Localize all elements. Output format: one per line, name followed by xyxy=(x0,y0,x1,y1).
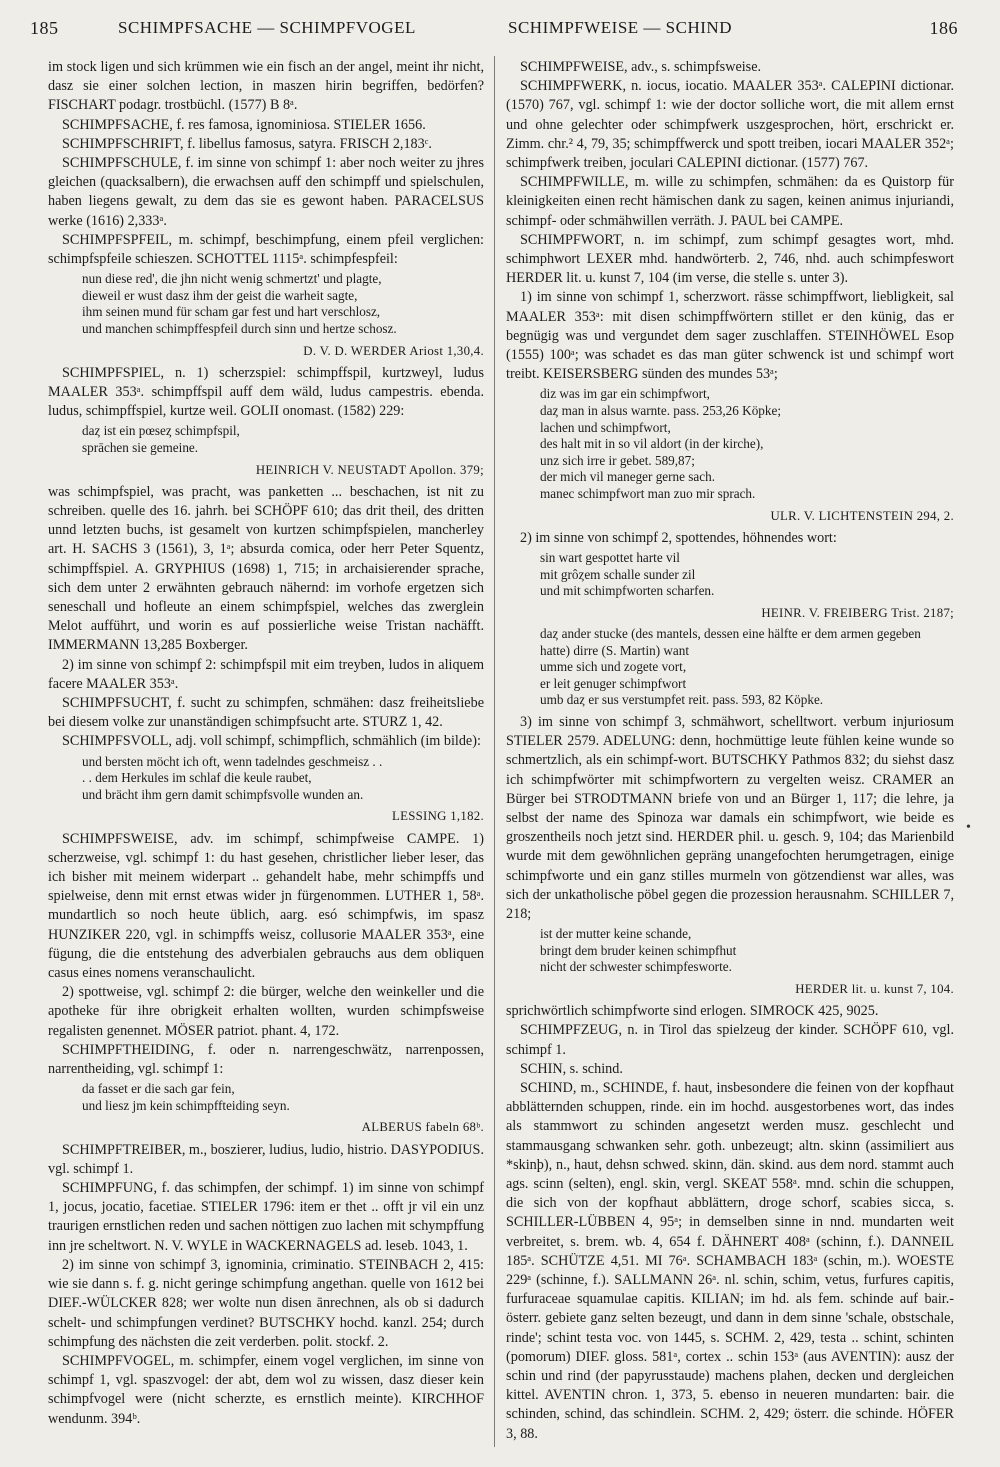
entry-paragraph: SCHIMPFWEISE, adv., s. schimpfsweise. xyxy=(520,59,762,75)
quotation-source: HEINR. V. FREIBERG Trist. 2187; xyxy=(761,605,954,620)
entry-paragraph: 2) im sinne von schimpf 3, ignominia, criminatio. STEINBACH 2, 415: wie sie dann s. f. g. nicht geringe schimpfung angethan. quelle von 1612 bei DIEF.-WÜLCKER 828; wer wolte nun disen ānrechnen, als ob si dadurch schelt- und schimpfungen verdinet? BUTSCHKY hochd. kanzl. 254; durch schimpfung des nächsten die zeit verderben. polit. stockf. 2. xyxy=(48,1256,484,1350)
entry-paragraph: 3) im sinne von schimpf 3, schmähwort, schelltwort. verbum injuriosum STIELER 2579. ADELUNG: denn, hochmüttige leute fühlen keine wunde so schmertzlich, als ein schimpf-wort. BUTSCHKY Pathmos 832; du siehst dasz ich schimpfwörter mit schimpfwortern zu vergelten weisz. CRAMER an Bürger bei STRODTMANN briefe von und an Bürger 1, 117; die lehre, ja selbst der name des Spinoza war damals ein schimpfwort, wie beide es groszentheils noch jetzt sind. HERDER phil. u. gesch. 9, 104; das Marienbild wurde mit dem gewöhnlichen gepräng unangefochten herumgetragen, einige schimpfworte und ein ganz stilles murmeln von götzendienst war alles, was sich der unkatholische pöbel gegen die prozession herausnahm. SCHILLER 7, 218; xyxy=(506,713,954,922)
entry-paragraph: SCHIMPFWILLE, m. wille zu schimpfen, schmähen: da es Quistorp für kleinigkeiten einen recht hämischen dank zu sagen, keinen animus injuriandi, schimpf- oder schmähwillen verräth. J. PAUL bei CAMPE. xyxy=(506,174,954,229)
verse-quotation: und bersten möcht ich oft, wenn tadelndes geschmeisz . . . . dem Herkules im schlaf die keule raubet, und brächt ihm gern damit schimpfsvolle wunden an. xyxy=(82,753,383,802)
entry-paragraph: SCHIMPFSPFEIL, m. schimpf, beschimpfung, einem pfeil verglichen: schimpfspfeile schieszen. SCHOTTEL 1115ᵃ. schimpfespfeil: xyxy=(48,231,484,268)
entry-paragraph: SCHIMPFSPIEL, n. 1) scherzspiel: schimpffspil, kurtzweyl, ludus MAALER 353ᵃ. schimpffspil auff dem wäld, ludus campestris. ebenda. ludus, schimpffspiel, kurtze weil. GOLII onomast. (1582) 229: xyxy=(48,364,484,420)
entry-paragraph: SCHIMPFSWEISE, adv. im schimpf, schimpfweise CAMPE. 1) scherzweise, vgl. schimpf 1: du hast gesehen, christlicher lieber leser, das ich bisher mit meinem widerpart .. gehandelt habe, mehr schimpffs und spielweise, denn mit ernst etwas wider jn fürgenommen. LUTHER 1, 58ᵃ. mundartlich so noch heute üblich, aarg. esó schimpfwis, im spasz HUNZIKER 220, vgl. in schimpffs weisz, collusorie MAALER 353ᵃ, eine fügung, die die entstehung des adverbialen gebrauchs aus dem obliquen casus eines nomens veranschaulicht. xyxy=(48,830,484,982)
quotation-source: LESSING 1,182. xyxy=(391,809,484,824)
verse-quotation: daȥ ander stucke (des mantels, dessen eine hälfte er dem armen gegeben hatte) dirre (S. Martin) want umme sich und zogete vort, er leit genuger schimpfwort umb daȥ er sus verstumpfet reit. pass. 593, 82 Köpke. xyxy=(540,626,921,708)
entry-paragraph: 2) im sinne von schimpf 2: schimpfspil mit eim treyben, ludos in aliquem facere MAALER 353ᵃ. xyxy=(48,656,484,692)
entry-paragraph: 2) spottweise, vgl. schimpf 2: die bürger, welche den weinkeller und die apotheke für ihre obrigkeit erhalten wollten, wurden schimpfsweise regalisten genennet. MÖSER patriot. phant. 4, 172. xyxy=(48,984,484,1039)
quotation-source: HEINRICH V. NEUSTADT Apollon. 379; xyxy=(255,462,484,477)
entry-paragraph: SCHIMPFSCHRIFT, f. libellus famosus, satyra. FRISCH 2,183ᶜ. xyxy=(62,135,432,152)
quotation-source: HERDER lit. u. kunst 7, 104. xyxy=(795,981,954,996)
entry-paragraph: im stock ligen und sich krümmen wie ein fisch an der angel, meint ihr nicht, dasz sie einer solchen lection, in maszen hirin begriffen, bedörfen? FISCHART podagr. trostbüchl. (1577) B 8ᵃ. xyxy=(48,59,484,114)
entry-paragraph: SCHIMPFUNG, f. das schimpfen, der schimpf. 1) im sinne von schimpf 1, jocus, jocatio, facetiae. STIELER 1796: item er thet .. offt jr vil ein unz traurigen ernstlichen reden und sachen nöttigen zuo lachen mit schympffung inn jre scheltwort. N. V. WYLE in WACKERNAGELS ad. leseb. 1043, 1. xyxy=(48,1180,484,1254)
right-running-title: SCHIMPFWEISE — SCHIND xyxy=(508,18,732,37)
quotation-source: ULR. V. LICHTENSTEIN 294, 2. xyxy=(770,508,954,523)
entry-paragraph: SCHIMPFWERK, n. iocus, iocatio. MAALER 353ᵃ. CALEPINI dictionar. (1570) 767, vgl. schimpf 1: wie der doctor solliche wort, die mit allem ernst und ohne gelechter oder schimpfwerk uszgesprochen, hört, erschrickt er. Zimm. chr.² 4, 79, 35; schimpffwerck und spott treiben, iocari MAALER 352ᵃ; schimpfwerk treiben, joculari CALEPINI dictionar. (1577) 767. xyxy=(506,78,954,172)
verse-quotation: da fasset er die sach gar fein, und liesz jm kein schimpffteiding seyn. xyxy=(82,1081,290,1113)
right-text-column xyxy=(506,58,954,1447)
verse-quotation: ist der mutter keine schande, bringt dem bruder keinen schimpfhut nicht der schwester schimpfesworte. xyxy=(540,926,737,975)
entry-paragraph: 1) im sinne von schimpf 1, scherzwort. rässe schimpffwort, liebligkeit, sal MAALER 353ᵃ: mit disen schimpffwörtern stillet er den künig, das er begnügig was und vergundet dem sager zuschlaffen. STEINHÖWEL Esop (1555) 100ᵃ; was schadet es das man güter schwenck ist und schimpf wort treibt. KEISERSBERG sünden des mundes 53ᵃ; xyxy=(506,289,954,383)
verse-quotation: nun diese red', die jhn nicht wenig schmertzt' und plagte, dieweil er wust dasz ihm der geist die warheit sagte, ihm seinen mund für scham gar fest und hart verschlosz, und manchen schimpffespfeil durch sinn und hertze schosz. xyxy=(82,271,397,337)
quotation-source: ALBERUS fabeln 68ᵇ. xyxy=(361,1120,484,1135)
entry-paragraph: SCHIMPFSACHE, f. res famosa, ignominiosa. STIELER 1656. xyxy=(62,116,426,133)
left-text-column xyxy=(48,58,484,1447)
verse-quotation: sin wart gespottet harte vil mit grôȥem schalle sunder zil und mit schimpfworten scharfen. xyxy=(540,550,715,599)
verse-quotation: diz was im gar ein schimpfwort, daȥ man in alsus warnte. pass. 253,26 Köpke; lachen und schimpfwort, des halt mit in so vil aldort (in der kirche), unz sich irre ir gebet. 589,87; der mich vil maneger gerne sach. manec schimpfwort man zuo mir sprach. xyxy=(540,386,781,502)
entry-paragraph: SCHIN, s. schind. xyxy=(520,1060,623,1077)
verse-quotation: daȥ ist ein pœseȥ schimpfspil, sprāchen sie gemeine. xyxy=(82,423,240,456)
entry-paragraph: SCHIMPFSUCHT, f. sucht zu schimpfen, schmähen: dasz freiheitsliebe bei diesem volke zur unanständigen schimpfsucht arte. STURZ 1, 42. xyxy=(48,695,484,731)
entry-paragraph: SCHIMPFSVOLL, adj. voll schimpf, schimpflich, schmählich (im bilde): xyxy=(62,733,481,750)
right-page-header xyxy=(508,18,958,48)
entry-paragraph: SCHIMPFTHEIDING, f. oder n. narrengeschwätz, narrenpossen, narrentheiding, vgl. schimpf 1: xyxy=(48,1041,484,1078)
entry-paragraph: SCHIMPFWORT, n. im schimpf, zum schimpf gesagtes wort, mhd. schimphwort LEXER mhd. handwörterb. 2, 746, nhd. auch schimpfeswort HERDER lit. u. kunst 7, 104 (im verse, die stelle s. unter 3). xyxy=(506,231,954,287)
right-page-number: 186 xyxy=(929,18,958,38)
entry-paragraph: SCHIND, m., SCHINDE, f. haut, insbesondere die feinen von der kopfhaut abblätternden schuppen, rinde. ein im hochd. ausgestorbenes wort, das indes als stammwort zu schinden angesetzt werden musz. geschlecht und stammausgang schwanken sehr. goth. unbezeugt; altn. skinn (assimiliert aus *skinþ), n., haut, dehsn schwed. skinn, dän. skind. aus dem nord. stammt auch ags. scinn (selten), engl. skin, vergl. SKEAT 558ᵃ. mnd. schin die schuppen, die sich von der kopfhaut abblättern, droge schorf, scabies sicca, s. SCHILLER-LÜBBEN 4, 95ᵃ; in demselben sinne in nnd. mundarten weit verbreitet, s. brem. wb. 4, 654 f. DÄHNERT 408ᵃ (schinn, f.). DANNEIL 185ᵃ. SCHÜTZE 4,51. MI 76ᵃ. SCHAMBACH 183ᵃ (schin, m.). WOESTE 229ᵃ (schinne, f.). SALLMANN 26ᵃ. nl. schin, schim, vetus, furfures capitis, furfuraceae squamulae capitis. KILIAN; im hd. als fem. schinde auf bair.-österr. gebiete ganz selten bezeugt, und dann in dem sinne 'schale, obstschale, rinde'; schint testa voc. von 1445, s. SCHM. 2, 429, testa .. schint, schinten (pomorum) DIEF. gloss. 581ᵃ, cortex .. schin 153ᵃ (aus AVENTIN): ausz der schin und rind (der papyrusstaude) machens plahen, decken und dergleichen kittel. AVENTIN chron. 1, 373, 5. ebenso in neueren mundarten: bair. die schinden, schind, das schindlein. SCHM. 2, 429; österr. die schinde. HÖFER 3, 88. xyxy=(506,1080,954,1442)
quotation-source: D. V. D. WERDER Ariost 1,30,4. xyxy=(303,343,484,358)
entry-paragraph: 2) im sinne von schimpf 2, spottendes, höhnendes wort: xyxy=(520,529,837,546)
column-divider xyxy=(494,56,495,1447)
left-running-title: SCHIMPFSACHE — SCHIMPFVOGEL xyxy=(118,18,416,37)
left-page-number: 185 xyxy=(30,18,59,38)
entry-paragraph: SCHIMPFTREIBER, m., boszierer, ludius, ludio, histrio. DASYPODIUS. vgl. schimpf 1. xyxy=(48,1141,484,1177)
margin-mark: • xyxy=(966,820,971,835)
entry-paragraph: SCHIMPFSCHULE, f. im sinne von schimpf 1: aber noch weiter zu jhres gleichen (quacksalbern), die erwachsen auff den schimpff und spielschulen, haben liegens gewalt, zu dem das sie es gewont haben. PARACELSUS werke (1616) 2,333ᵃ. xyxy=(48,155,484,229)
left-page-header xyxy=(30,18,485,48)
entry-paragraph: sprichwörtlich schimpfworte sind erlogen. SIMROCK 425, 9025. xyxy=(506,1003,879,1020)
entry-paragraph: was schimpfspiel, was pracht, was panketten ... beschachen, ist nit zu schreiben. quelle des 16. jahrh. bei SCHÖPF 610; das drit theil, des dritten unnd letzten buchs, ist gesamelt von kurtzen schimpfspielen, mancherley art. H. SACHS 3 (1561), 3, 1ᵃ; absurda comica, oder herr Peter Squentz, schimpffspiel. A. GRYPHIUS (1698) 1, 715; in archaisierender sprache, sich dem unter 2 erwähnten gebrauch nähernd: im vorhofe ergetzen sich seneschall und hofleute an einem schimpfspiel, welches das zwerglein Melot aufführt, und worin es auf possierliche weise Tristan nachäfft. IMMERMANN 13,285 Boxberger. xyxy=(48,483,484,654)
entry-paragraph: SCHIMPFZEUG, n. in Tirol das spielzeug der kinder. SCHÖPF 610, vgl. schimpf 1. xyxy=(506,1022,954,1058)
entry-paragraph: SCHIMPFVOGEL, m. schimpfer, einem vogel verglichen, im sinne von schimpf 1, vgl. spaszvogel: der abt, dem wol zu wissen, dasz dieser kein schimpfvogel were (nicht scherzte, es ernstlich meinte). KIRCHHOF wendunm. 394ᵇ. xyxy=(48,1352,484,1427)
